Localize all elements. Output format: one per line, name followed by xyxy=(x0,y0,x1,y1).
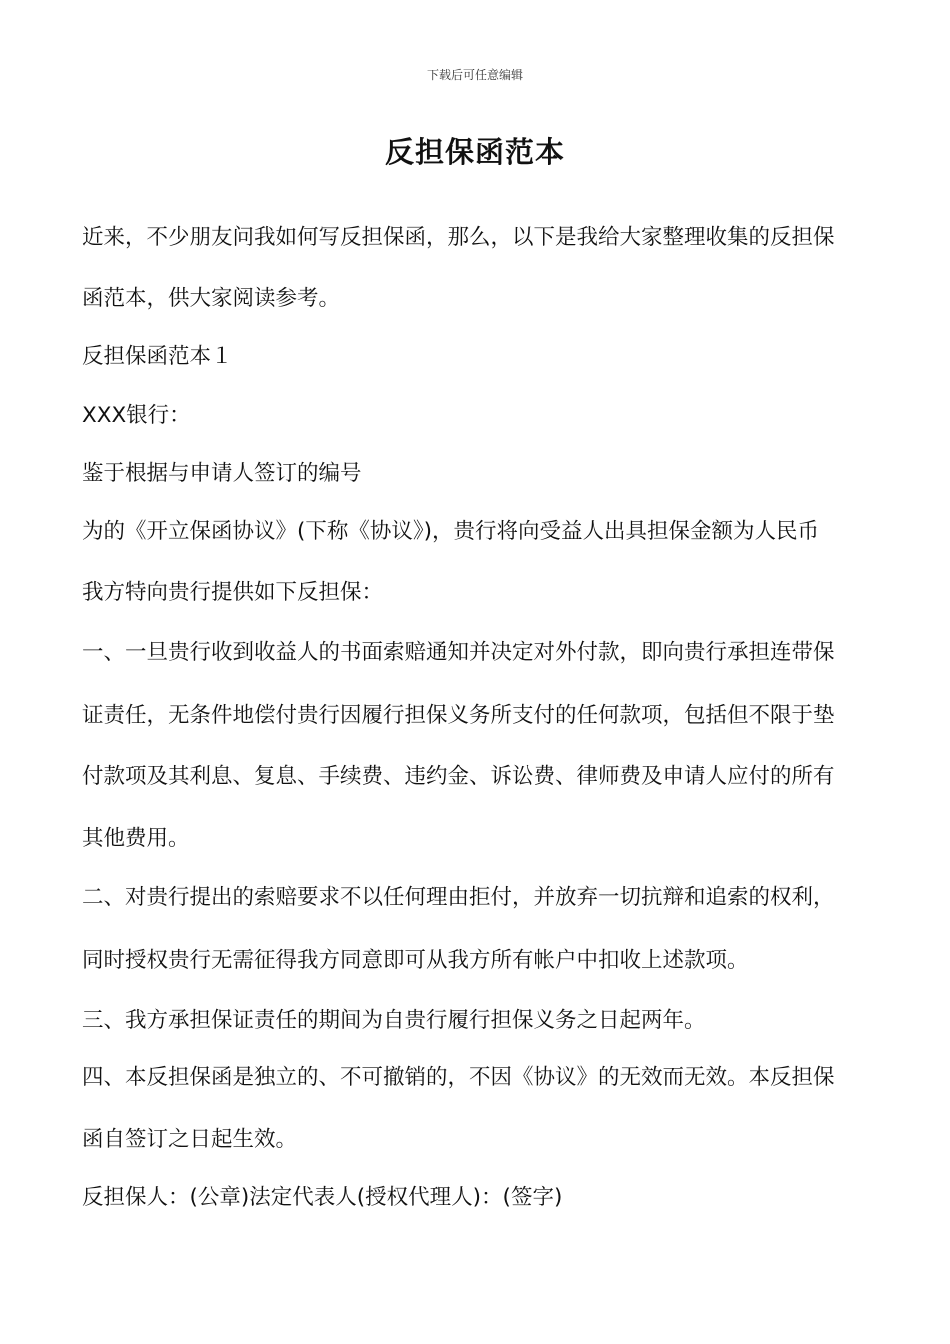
body-line-offer: 我方特向贵行提供如下反担保： xyxy=(82,580,384,605)
clause-4-line-1: 四、本反担保函是独立的、不可撤销的，不因《协议》的无效而无效。本反担保 xyxy=(82,1065,835,1090)
clause-1-line-2: 证责任，无条件地偿付贵行因履行担保义务所支付的任何款项，包括但不限于垫 xyxy=(82,703,835,728)
clause-3-line: 三、我方承担保证责任的期间为自贵行履行担保义务之日起两年。 xyxy=(82,1008,706,1033)
header-note: 下载后可任意编辑 xyxy=(426,68,523,82)
clause-1-line-3: 付款项及其利息、复息、手续费、违约金、诉讼费、律师费及申请人应付的所有 xyxy=(82,764,835,789)
body-line-intro-1: 近来，不少朋友问我如何写反担保函，那么，以下是我给大家整理收集的反担保 xyxy=(82,225,835,250)
addressee-line: XXX银行： xyxy=(82,403,191,428)
clause-2-line-2: 同时授权贵行无需征得我方同意即可从我方所有帐户中扣收上述款项。 xyxy=(82,948,749,973)
body-line-intro-2: 函范本，供大家阅读参考。 xyxy=(82,286,341,311)
section-heading-sample-1: 反担保函范本１ xyxy=(82,344,233,369)
body-line-agreement: 为的《开立保函协议》(下称《协议》)，贵行将向受益人出具担保金额为人民币 xyxy=(82,519,820,544)
clause-1-line-1: 一、一旦贵行收到收益人的书面索赔通知并决定对外付款，即向贵行承担连带保 xyxy=(82,640,835,665)
clause-4-line-2: 函自签订之日起生效。 xyxy=(82,1127,298,1152)
signature-line: 反担保人：(公章)法定代表人(授权代理人)：(签字) xyxy=(82,1185,563,1210)
body-line-whereas: 鉴于根据与申请人签订的编号 xyxy=(82,461,362,486)
clause-1-line-4: 其他费用。 xyxy=(82,826,190,851)
document-title: 反担保函范本 xyxy=(384,135,565,169)
clause-2-line-1: 二、对贵行提出的索赔要求不以任何理由拒付，并放弃一切抗辩和追索的权利， xyxy=(82,885,835,910)
